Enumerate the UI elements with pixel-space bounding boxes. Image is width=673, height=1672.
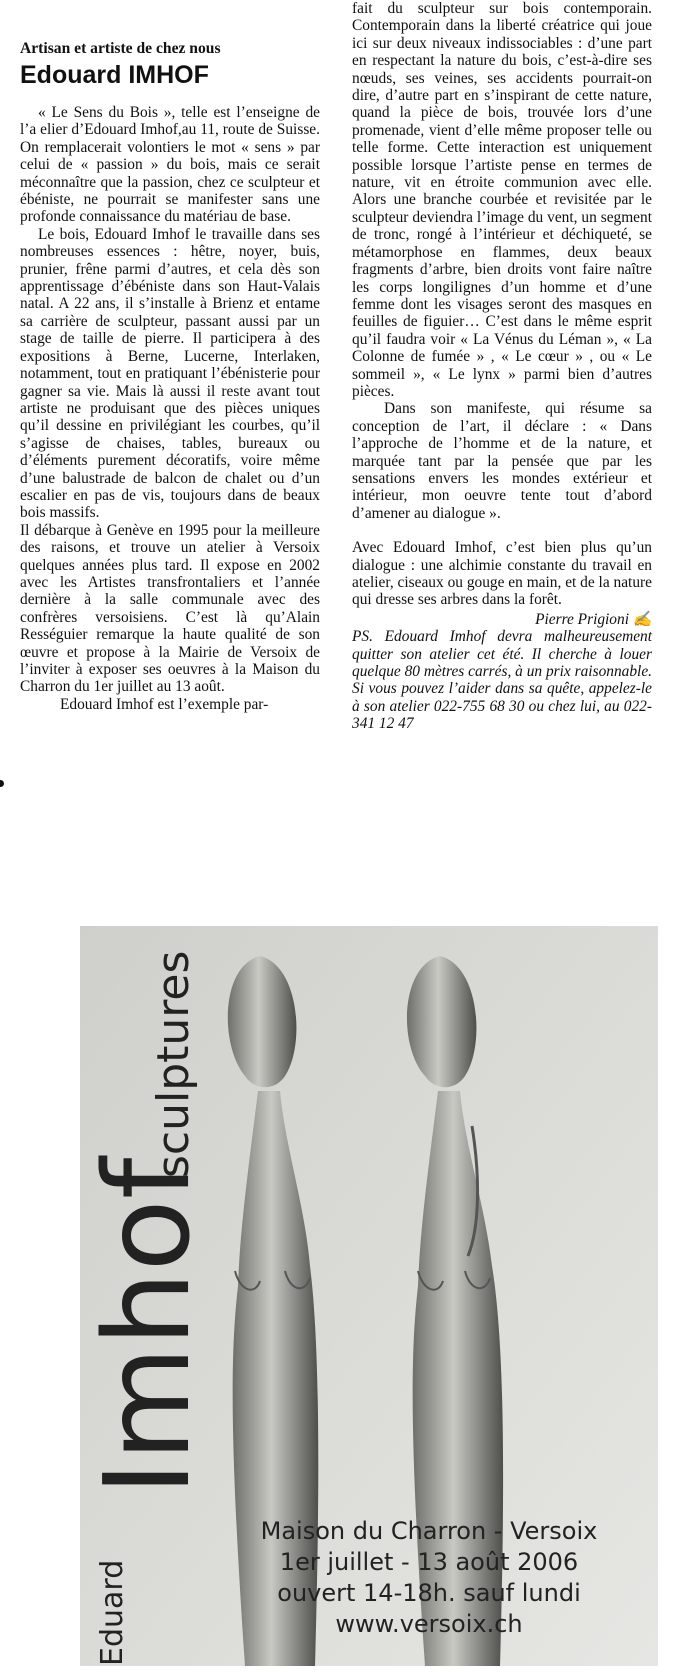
poster-caption [200, 1516, 658, 1666]
margin-bullet [0, 780, 4, 787]
article-kicker: Artisan et artiste de chez nous [20, 40, 221, 57]
article-title: Edouard IMHOF [20, 61, 209, 89]
poster-last-name: Imhof [78, 1157, 216, 1496]
poster-venue: Maison du Charron - Versoix [260, 1517, 598, 1545]
article-paragraph: fait du sculpteur sur bois contemporain. Contemporain dans la liberté créatrice qui joue ici sur deux niveaux indissociables : d’une part en respectant la nature du bois, c’est-à-dire ses nœuds, ses veines, ses accidents pourrait-on dire, d’autre part en s’inspirant de cette nature, quand la pièce de bois, trouvée lors d’une promenade, vient d’elle même proposer telle ou telle forme. Cette interaction est uniquement possible lorsque l’artiste pense en termes de nature, vit en étroite communion avec elle. Alors une branche courbée et revisitée par le sculpteur deviendra l’image du vent, un segment de tronc, rongé à l’intérieur et déchiqueté, se métamorphose en flammes, deux beaux fragments d’arbre, bien droits vont faire naître les corps longilignes d’un homme et d’une femme dont les visages seront des masques en feuilles de figuier… C’est dans le même esprit qu’il faudra voir « La Vénus du Léman », « La Colonne de fumée » , « Le cœur » , ou « Le sommeil », « Le lynx » parmi bien d’autres pièces. [352, 0, 652, 400]
exhibition-poster [80, 926, 658, 1666]
poster-side-title [78, 926, 216, 1666]
poster-dates: 1er juillet - 13 août 2006 [279, 1548, 579, 1576]
article-paragraph: Avec Edouard Imhof, c’est bien plus qu’un dialogue : une alchimie constante du travail en atelier, ciseaux ou gouge en main, et de la nature qui dresse ses arbres dans la forêt. [352, 539, 652, 609]
article-paragraph: Dans son manifeste, qui résume sa conception de l’art, il déclare : « Dans l’approche de l’homme et de la nature, et marquée tant par la pensée que par les sensations envers les mondes extérieur et intérieur, mon oeuvre tente tout d’abord d’amener au dialogue ». [352, 400, 652, 522]
poster-website[interactable]: www.versoix.ch [335, 1610, 523, 1638]
article-right-column [352, 0, 652, 733]
poster-subtitle: sculptures [148, 950, 199, 1178]
poster-hours: ouvert 14-18h. sauf lundi [277, 1579, 581, 1607]
article-left-column [20, 0, 320, 713]
article-paragraph: Edouard Imhof est l’exemple par- [60, 695, 269, 713]
article-paragraph: Il débarque à Genève en 1995 pour la meilleure des raisons, et trouve un atelier à Versoix quelques années plus tard. Il expose en 2002 avec les Artistes transfrontaliers et l’année dernière à la salle communale avec des confrères versoisiens. C’est là qu’Alain Rességuier remarque la haute qualité de son œuvre et propose à la Mairie de Versoix de l’inviter à exposer ses oeuvres à la Maison du Charron du 1er juillet au 13 août. [20, 521, 320, 696]
poster-first-name: Eduard [95, 1559, 130, 1666]
article-author: Pierre Prigioni ✍ [535, 610, 652, 628]
article-paragraph: « Le Sens du Bois », telle est l’enseigne de l’a elier d’Edouard Imhof,au 11, route de Suisse. On remplacerait volontiers le mot « sens » par celui de « passion » du bois, mais ce serait méconnaître que la passion, chez ce sculpteur et ébéniste, ne pourrait se manifester sans une profonde connaissance du matériau de base. [20, 104, 320, 226]
article-postscript: PS. Edouard Imhof devra malheureusement quitter son atelier cet été. Il cherche à louer quelque 80 mètres carrés, à un prix raisonnable. Si vous pouvez l’aider dans sa quête, appelez-le à son atelier 022-755 68 30 ou chez lui, au 022-341 12 47 [352, 628, 652, 733]
article-paragraph: Le bois, Edouard Imhof le travaille dans ses nombreuses essences : hêtre, noyer, buis, prunier, frêne parmi d’autres, et cela dès son apprentissage d’ébéniste dans son Haut-Valais natal. A 22 ans, il s’installe à Brienz et entame sa carrière de sculpteur, passant aussi par un stage de taille de pierre. Il participera à des expositions à Berne, Lucerne, Interlaken, notamment, tout en pratiquant l’ébénisterie pour gagner sa vie. Mais là aussi il reste avant tout artiste ne produisant que des pièces uniques qu’il dessine en privilégiant les courbes, qu’il s’agisse de chaises, tables, bureaux ou d’éléments purement décoratifs, voire même d’une balustrade de balcon de chalet ou d’un escalier en pas de vis, toujours dans de beaux bois massifs. [20, 225, 320, 522]
